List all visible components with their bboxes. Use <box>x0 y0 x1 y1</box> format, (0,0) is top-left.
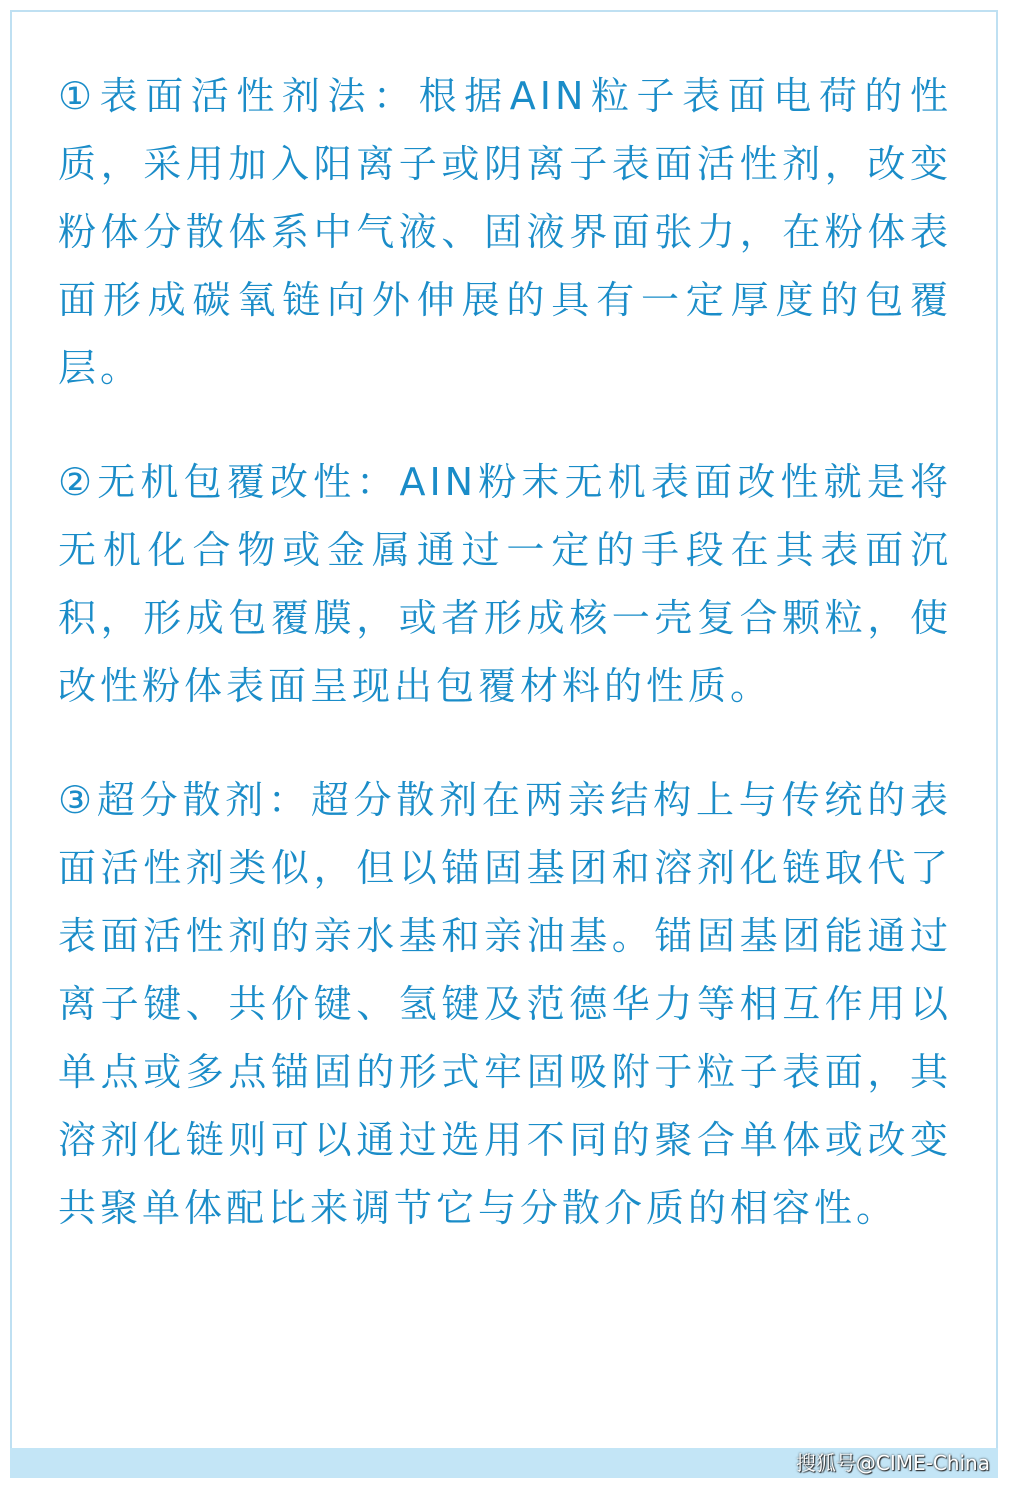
paragraph-inorganic-coating: ②无机包覆改性：AIN粉末无机表面改性就是将无机化合物或金属通过一定的手段在其表面沉积，形成包覆膜，或者形成核一壳复合颗粒，使改性粉体表面呈现出包覆材料的性质。 <box>58 460 952 708</box>
article-body <box>58 62 952 1288</box>
paragraph-surfactant-method: ①表面活性剂法：根据AIN粒子表面电荷的性质，采用加入阳离子或阴离子表面活性剂，改变粉体分散体系中气液、固液界面张力，在粉体表面形成碳氧链向外伸展的具有一定厚度的包覆层。 <box>58 74 952 390</box>
watermark: 搜狐号@CIME-China <box>795 1451 990 1475</box>
paragraph-hyperdispersant: ③超分散剂：超分散剂在两亲结构上与传统的表面活性剂类似，但以锚固基团和溶剂化链取代了表面活性剂的亲水基和亲油基。锚固基团能通过离子键、共价键、氢键及范德华力等相互作用以单点或多点锚固的形式牢固吸附于粒子表面，其溶剂化链则可以通过选用不同的聚合单体或改变共聚单体配比来调节它与分散介质的相容性。 <box>58 778 952 1230</box>
